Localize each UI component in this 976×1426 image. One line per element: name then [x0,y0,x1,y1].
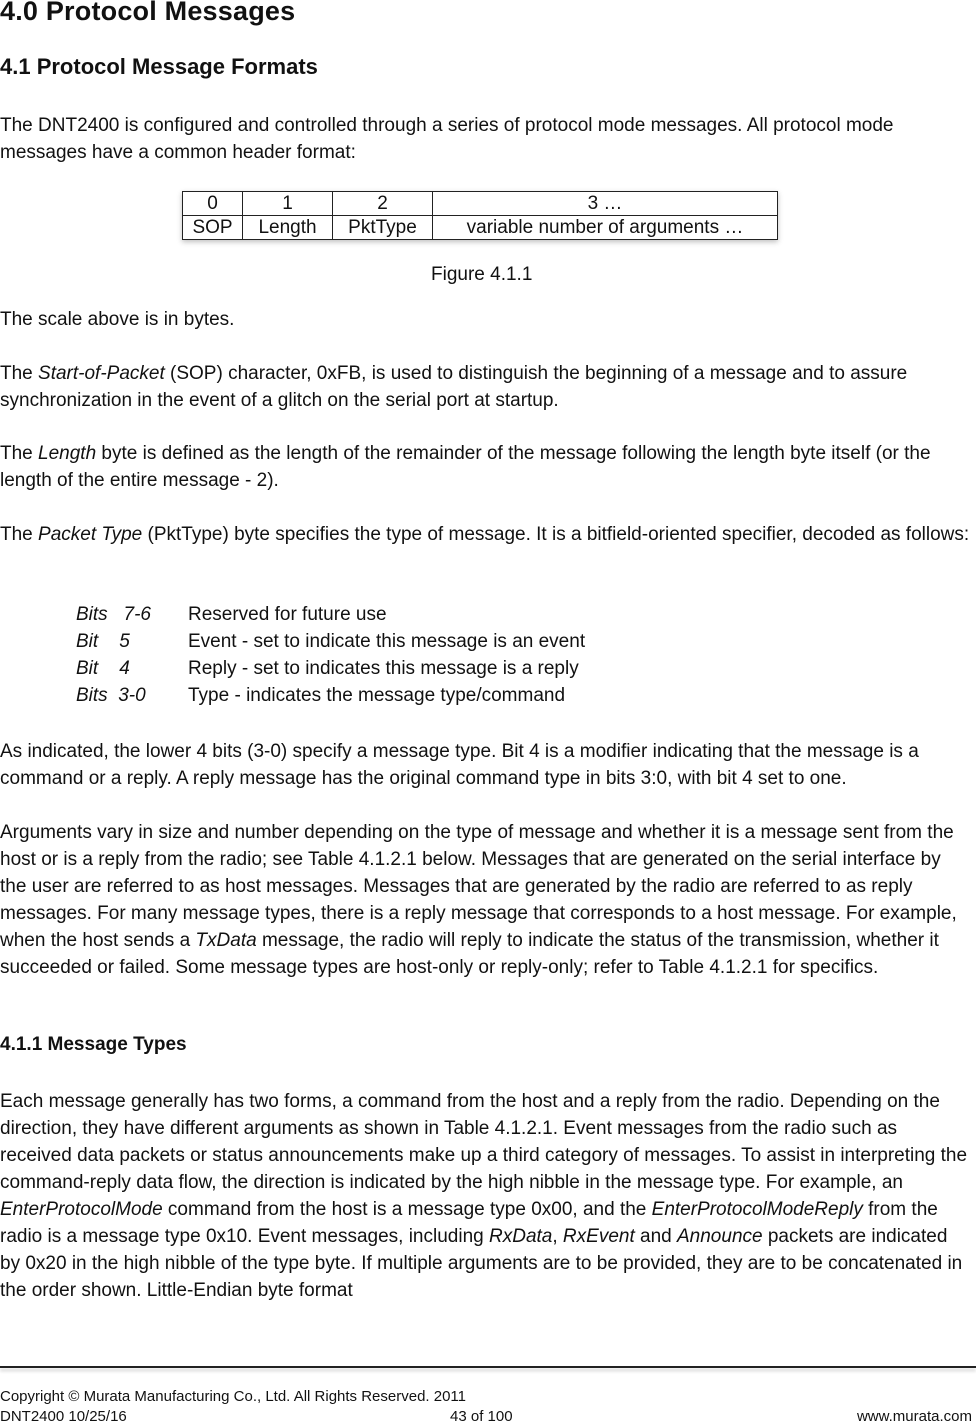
bitfield-desc: Reply - set to indicates this message is a reply [188,658,579,679]
bitfield-list [76,601,585,709]
sop-paragraph [0,360,972,414]
subsection-heading: 4.1 Protocol Message Formats [0,54,318,79]
term-rxevent: RxEvent [562,1226,635,1247]
index-cell: 1 [243,192,333,216]
pkttype-paragraph [0,521,972,548]
text-run: and [634,1226,677,1247]
bitfield-bits: Bits 7-6 [76,604,151,625]
text-run: packets are indicated by 0x20 in the high nibble of the type byte. If multiple arguments are to be provided, they are to be concatenated in the order shown. Little-Endian byte format [0,1226,963,1301]
bitfield-bits: Bits 3-0 [76,685,146,706]
bitfield-desc: Event - set to indicate this message is an event [188,631,586,652]
text-run: (PktType) byte specifies the type of message. It is a bitfield-oriented specifier, decoded as follows: [142,524,970,545]
footer-copyright: Copyright © Murata Manufacturing Co., Ltd. All Rights Reserved. 2011 [0,1388,467,1405]
subsubsection-heading: 4.1.1 Message Types [0,1034,187,1055]
index-cell: 2 [333,192,433,216]
text-run: The [0,524,39,545]
bitfield-desc: Reserved for future use [188,604,387,625]
message-types-paragraph [0,1088,972,1304]
text-run: , [552,1226,563,1247]
text-run: command from the host is a message type 0x00, and the [162,1199,652,1220]
index-cell: 3 … [433,192,778,216]
text-run: (SOP) character, 0xFB, is used to distinguish the beginning of a message and to assure synchronization in the event of a glitch on the serial port at startup. [0,363,908,411]
term-txdata: TxData [195,930,257,951]
term-enter-protocol-mode-reply: EnterProtocolModeReply [651,1199,863,1220]
term-start-of-packet: Start-of-Packet [38,363,165,384]
table-row [183,216,778,240]
bitfield-bits: Bit 4 [76,658,130,679]
text-run: The [0,363,39,384]
arguments-paragraph [0,819,972,981]
term-rxdata: RxData [489,1226,553,1247]
term-packet-type: Packet Type [38,524,143,545]
header-format-table [182,191,778,240]
text-run: byte is defined as the length of the remainder of the message following the length byte itself (or the length of the entire message - 2). [0,443,931,491]
list-item [76,655,585,682]
list-item [76,628,585,655]
field-cell: Length [243,216,333,240]
term-enter-protocol-mode: EnterProtocolMode [0,1199,163,1220]
text-run: Each message generally has two forms, a command from the host and a reply from the radio. Depending on the direction, they have different arguments as shown in Table 4.1.2.1. Event messages from the radio such as received data packets or status announcements make up a third category of messages. To assist in interpreting the command-reply data flow, the direction is indicated by the high nibble in the message type. For example, an [0,1091,968,1193]
bitfield-bits: Bit 5 [76,631,130,652]
list-item [76,601,585,628]
list-item [76,682,585,709]
footer-page-number: 43 of 100 [450,1408,513,1425]
bitfield-desc: Type - indicates the message type/command [188,685,566,706]
footer-doc-id: DNT2400 10/25/16 [0,1408,127,1425]
intro-paragraph: The DNT2400 is configured and controlled through a series of protocol mode messages. All protocol mode messages have a common header format: [0,115,894,163]
footer-divider [0,1366,976,1368]
text-run: message, the radio will reply to indicate the status of the transmission, whether it succeeded or failed. Some message types are host-only or reply-only; refer to Table 4.1.2.1 for specifics. [0,930,939,978]
figure-caption: Figure 4.1.1 [431,264,533,285]
section-heading: 4.0 Protocol Messages [0,0,296,26]
lower-bits-paragraph: As indicated, the lower 4 bits (3-0) specify a message type. Bit 4 is a modifier indicating that the message is a command or a reply. A reply message has the original command type in bits 3:0, with bit 4 set to one. [0,741,919,789]
field-cell: PktType [333,216,433,240]
term-length: Length [38,443,97,464]
field-cell: variable number of arguments … [433,216,778,240]
length-paragraph [0,440,972,494]
footer-website: www.murata.com [856,1408,972,1425]
text-run: Arguments vary in size and number depending on the type of message and whether it is a message sent from the host or is a reply from the radio; see Table 4.1.2.1 below. Messages that are generated on the serial interface by the user are referred to as host messages. Messages that are generated by the radio are referred to as reply messages. For many message types, there is a reply message that corresponds to a host message. For example, when the host sends a [0,822,957,951]
text-run: from the radio is a message type 0x10. Event messages, including [0,1199,938,1247]
text-run: The [0,443,39,464]
field-cell: SOP [183,216,243,240]
index-cell: 0 [183,192,243,216]
table-row [183,192,778,216]
scale-note: The scale above is in bytes. [0,309,235,330]
term-announce: Announce [677,1226,763,1247]
